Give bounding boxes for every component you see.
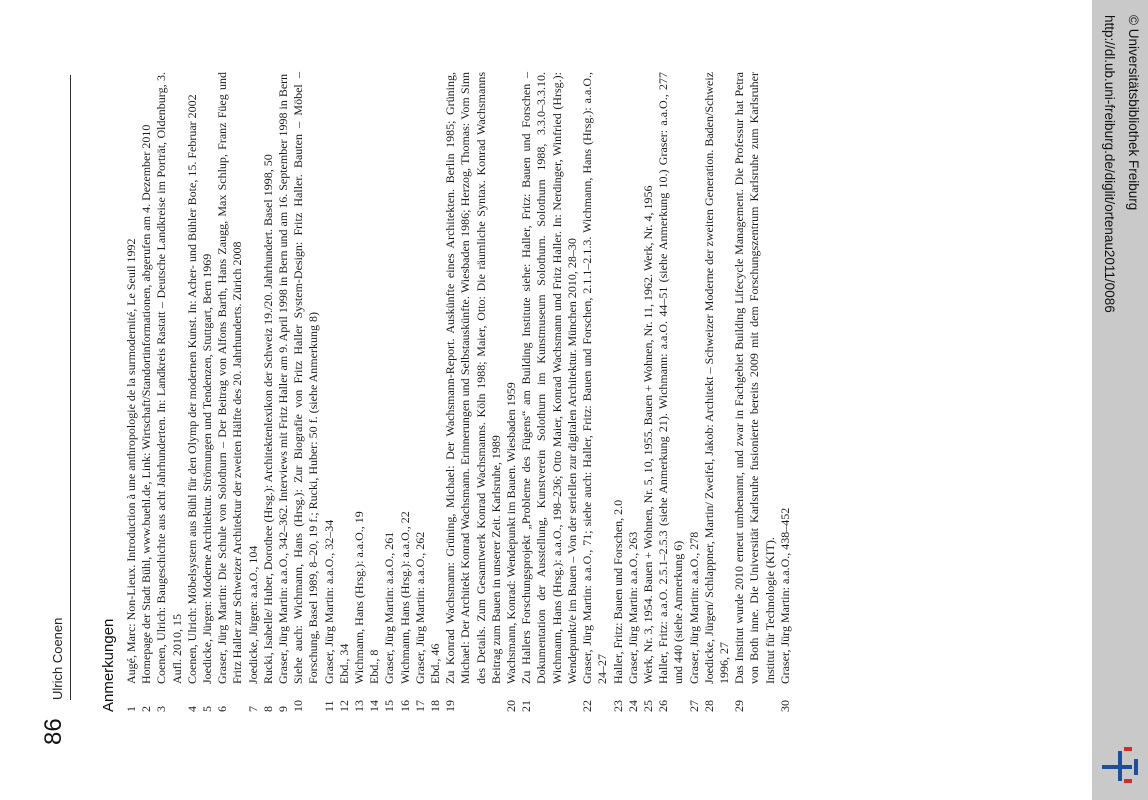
endnote-text: Augé, Marc: Non-Lieux. Introduction à une anthropologie de la surmodernité, Le Seuil 1992 (124, 238, 138, 684)
endnote-number: 14 (367, 700, 382, 712)
endnote-item (367, 72, 382, 712)
endnote-text: Ebd., 8 (367, 649, 382, 684)
page-number: 86 (40, 718, 67, 745)
endnote-item (626, 72, 641, 712)
endnote-item (291, 72, 321, 712)
endnote-item (641, 72, 656, 712)
endnote-item (732, 72, 778, 712)
endnote-text: Wichmann, Hans (Hrsg.): a.a.O., 19 (352, 511, 367, 684)
endnote-number: 17 (412, 700, 427, 712)
endnote-number: 25 (640, 700, 655, 712)
endnote-item (580, 72, 610, 712)
endnote-item (139, 72, 154, 712)
endnote-item (702, 72, 732, 712)
endnote-number: 7 (245, 706, 260, 712)
endnote-number: 19 (443, 700, 458, 712)
endnote-item (322, 72, 337, 712)
endnote-item (443, 72, 504, 712)
endnote-text: Haller, Fritz: Bauen und Forschen, 2.0 (610, 499, 625, 684)
endnote-text: Zu Konrad Wachsmann: Grüning, Michael: Der Wachsmann-Report. Auskünfte eines Architekten. Berlin 1985; Grüning, Michael: Der Architekt Konrad Wachsmann. Erinnerungen und Selbstauskünfte. Wiesbaden 1986; Herzog, Thomas: Vom Sinn des Details. Zum Gesamtwerk Konrad Wachsmanns. Köln 1988; Maier, Otto: Die räumliche Syntax. Konrad Wachsmanns Beitrag zum Bauen in unserer Zeit. Karlsruhe, 1989 (443, 72, 503, 684)
endnotes-list (124, 72, 793, 712)
endnote-number: 1 (124, 706, 138, 712)
endnote-number: 26 (656, 700, 671, 712)
endnote-text: Wachsmann, Konrad: Wendepunkt im Bauen. Wiesbaden 1959 (504, 382, 519, 684)
endnote-number: 20 (504, 700, 519, 712)
endnote-number: 21 (519, 700, 534, 712)
endnote-item (656, 72, 686, 712)
endnote-text: Graser, Jürg Martin: a.a.O., 262 (412, 531, 427, 684)
endnote-number: 10 (291, 700, 306, 712)
endnote-text: Das Institut wurde 2010 erneut umbenannt, und zwar in Fachgebiet Building Lifecycle Management. Die Professur hat Petra von Both inne. Die Universität Karlsruhe fusionierte bereits 2009 mit dem Forschungszentrum Karlsruhe zum Karlsruher Institut für Technologie (KIT). (732, 72, 777, 684)
endnote-item (778, 72, 793, 712)
logo-bar (1118, 751, 1122, 781)
endnote-text: Werk, Nr. 3, 1954. Bauen + Wohnen, Nr. 5, 10, 1955. Bauen + Wohnen, Nr. 11, 1962. Werk, Nr. 4, 1956 (640, 185, 655, 684)
endnote-text: Graser, Jürg Martin: a.a.O., 261 (382, 531, 397, 684)
endnote-text: Siehe auch: Wichmann, Hans (Hrsg.): Zur Biografie von Fritz Haller System-Design: Fritz Haller. Bauten – Möbel – Forschung, Basel 1989, 8–20, 19 f.; Rucki, Huber: 50 f. (siehe Anmerkung 8) (291, 72, 321, 684)
endnote-number: 5 (200, 706, 215, 712)
endnote-number: 2 (139, 706, 154, 712)
endnote-number: 8 (260, 706, 275, 712)
endnote-item (611, 72, 626, 712)
endnote-item (413, 72, 428, 712)
endnote-text: Graser, Jürg Martin: a.a.O., 32–34 (321, 519, 336, 684)
endnote-text: Wichmann, Hans (Hrsg.): a.a.O., 22 (397, 511, 412, 684)
endnote-item (687, 72, 702, 712)
endnote-item (215, 72, 245, 712)
endnote-number: 30 (777, 700, 792, 712)
endnote-number: 3 (154, 706, 169, 712)
endnote-text: Graser, Jürg Martin: a.a.O., 438–452 (777, 507, 792, 684)
endnote-number: 22 (580, 700, 595, 712)
endnote-item (352, 72, 367, 712)
endnote-number: 29 (732, 700, 747, 712)
endnote-text: Coenen, Ulrich: Baugeschichte aus acht Jahrhunderten. In: Landkreis Rastatt – Deutsche Landkreise im Porträt, Oldenburg, 3. Aufl. 2010, 15 (154, 72, 184, 684)
header-rule (70, 75, 71, 700)
endnote-text: Joedicke, Jürgen/ Schlappner, Martin/ Zweifel, Jakob: Architekt – Schweizer Moderne der zweiten Generation. Baden/Schweiz 1996, 27 (701, 72, 731, 684)
logo-square (1124, 747, 1132, 751)
logo-square (1124, 779, 1132, 783)
endnote-number: 13 (352, 700, 367, 712)
endnote-text: Zu Hallers Forschungsprojekt „Probleme des Fügens“ am Building Institute siehe: Haller, Fritz: Bauen und Forschen – Dokumentation der Ausstellung, Kunstverein Solothurn im Kunstmuseum Solothurn. Solothurn 1988, 3.3.0–3.3.10. Wichmann, Hans (Hrsg.): a.a.O., 198–236; Otto Maier, Konrad Wachsmann und Fritz Haller. In: Nerdinger, Winfried (Hrsg.): Wendepunkt/e im Bauen – Von der seriellen zur digitalen Architektur. München 2010, 28–30 (519, 72, 579, 684)
copyright-notice: © Universitätsbibliothek Freiburg (1126, 15, 1141, 211)
endnote-number: 15 (382, 700, 397, 712)
logo-bar (1102, 765, 1132, 769)
library-logo-icon (1100, 745, 1145, 785)
endnote-text: Coenen, Ulrich: Möbelsystem aus Bühl für den Olymp der modernen Kunst. In: Acher- und Bühler Bote, 15. Februar 2002 (184, 94, 199, 684)
endnote-number: 24 (625, 700, 640, 712)
endnote-text: Ebd., 34 (336, 643, 351, 684)
endnote-text: Rucki, Isabelle/ Huber, Dorothee (Hrsg.): Architektenlexikon der Schweiz 19./20. Jahrhundert. Basel 1998, 50 (260, 154, 275, 684)
endnote-number: 18 (428, 700, 443, 712)
endnote-number: 4 (184, 706, 199, 712)
notes-heading: Anmerkungen (100, 618, 117, 712)
endnote-number: 23 (610, 700, 625, 712)
endnote-text: Graser, Jürg Martin: a.a.O., 263 (625, 531, 640, 684)
endnote-number: 27 (686, 700, 701, 712)
endnote-text: Haller, Fritz: a.a.O. 2.5.1–2.5.3 (siehe Anmerkung 21). Wichmann: a.a.O. 44–51 (siehe Anmerkung 10.) Graser: a.a.O., 277 und 440 (siehe Anmerkung 6) (656, 72, 686, 684)
endnote-item (398, 72, 413, 712)
endnote-text: Graser, Jürg Martin: a.a.O., 71; siehe auch: Haller, Fritz: Bauen und Forschen, 2.1.1–2.1.3. Wichmann, Hans (Hrsg.): a.a.O., 24–27 (580, 72, 610, 684)
endnote-text: Graser, Jürg Martin: Die Schule von Solothurn – Der Beitrag von Alfons Barth, Hans Zaugg, Max Schlup, Franz Füeg und Fritz Haller zur Schweizer Architektur der zweiten Hälfte des 20. Jahrhunderts. Zürich 2008 (215, 72, 245, 684)
logo-bar (1134, 759, 1138, 775)
endnote-number: 9 (276, 706, 291, 712)
endnote-number: 16 (397, 700, 412, 712)
endnote-item (261, 72, 276, 712)
endnote-item (276, 72, 291, 712)
endnote-item (337, 72, 352, 712)
endnote-item (185, 72, 200, 712)
endnote-text: Ebd., 46 (428, 643, 443, 684)
endnote-text: Joedicke, Jürgen: a.a.O., 104 (245, 545, 260, 684)
endnote-number: 6 (215, 706, 230, 712)
endnote-item (504, 72, 519, 712)
endnote-number: 12 (336, 700, 351, 712)
endnote-item (428, 72, 443, 712)
endnote-text: Graser, Jürg Martin: a.a.O., 342–362. Interviews mit Fritz Haller am 9. April 1998 in Bern und am 16. September 1998 in Bern (276, 73, 291, 684)
endnote-text: Homepage der Stadt Bühl, www.buehl.de, Link: Wirtschaft/Standortinformationen, abgerufen am 4. Dezember 2010 (139, 124, 154, 684)
endnote-text: Graser, Jürg Martin: a.a.O., 278 (686, 531, 701, 684)
endnote-item (154, 72, 184, 712)
endnote-item (124, 72, 139, 712)
endnote-number: 28 (701, 700, 716, 712)
endnote-text: Joedicke, Jürgen: Moderne Architektur. Strömungen und Tendenzen, Stuttgart, Bern 1969 (200, 253, 215, 684)
running-header-author: Ulrich Coenen (50, 617, 65, 700)
source-url-link[interactable]: http://dl.ub.uni-freiburg.de/diglit/ortenau2011/0086 (1102, 15, 1117, 313)
endnote-item (200, 72, 215, 712)
endnote-item (519, 72, 580, 712)
endnote-number: 11 (321, 700, 336, 712)
endnote-item (382, 72, 397, 712)
endnote-item (246, 72, 261, 712)
